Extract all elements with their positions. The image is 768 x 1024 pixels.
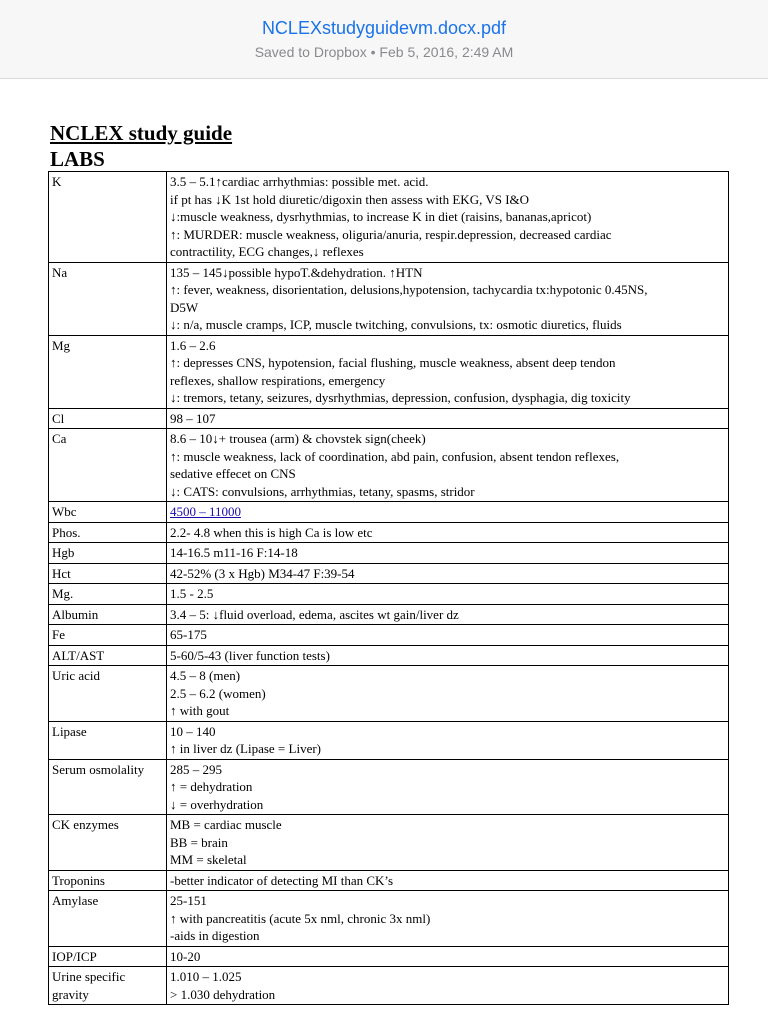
lab-name-cell: IOP/ICP	[49, 946, 167, 967]
table-row	[49, 584, 729, 605]
value-line: 10-20	[170, 948, 201, 964]
value-line: > 1.030 dehydration	[170, 986, 276, 1002]
lab-value-cell	[167, 543, 729, 564]
value-line: ↓: CATS: convulsions, arrhythmias, tetany, spasms, stridor	[170, 483, 475, 499]
value-line: MM = skeletal	[170, 852, 247, 867]
value-line: contractility, ECG changes,↓ reflexes	[170, 244, 364, 259]
lab-name-cell: Mg.	[49, 584, 167, 605]
table-row	[49, 666, 729, 722]
lab-value-cell	[167, 604, 729, 625]
value-line: if pt has ↓K 1st hold diuretic/digoxin then assess with EKG, VS I&O	[170, 191, 530, 207]
lab-value-cell	[167, 563, 729, 584]
lab-value-cell	[167, 172, 729, 263]
lab-value-cell	[167, 666, 729, 722]
value-line: 285 – 295	[170, 761, 222, 777]
value-line: ↓ = overhydration	[170, 796, 264, 812]
lab-name-cell: Hct	[49, 563, 167, 584]
saved-status: Saved to Dropbox • Feb 5, 2016, 2:49 AM	[254, 44, 514, 60]
table-row	[49, 522, 729, 543]
lab-name-cell: Urine specific gravity	[49, 967, 167, 1005]
table-row	[49, 604, 729, 625]
value-line: 65-175	[170, 627, 207, 642]
lab-name-cell: Uric acid	[49, 666, 167, 722]
value-line: 25-151	[170, 893, 207, 908]
section-heading: LABS	[50, 147, 105, 171]
lab-name-cell: Hgb	[49, 543, 167, 564]
table-row	[49, 946, 729, 967]
lab-name-cell: Ca	[49, 429, 167, 502]
value-line: D5W	[170, 299, 199, 315]
table-row	[49, 262, 729, 335]
lab-value-cell	[167, 584, 729, 605]
table-row	[49, 543, 729, 564]
value-line: 3.4 – 5: ↓fluid overload, edema, ascites wt gain/liver dz	[170, 606, 459, 622]
table-row	[49, 408, 729, 429]
table-row	[49, 429, 729, 502]
value-line: ↑: MURDER: muscle weakness, oliguria/anuria, respir.depression, decreased cardiac	[170, 226, 612, 242]
value-line: sedative effecet on CNS	[170, 466, 296, 481]
lab-name-cell: Na	[49, 262, 167, 335]
value-line: MB = cardiac muscle	[170, 817, 282, 832]
value-line: BB = brain	[170, 834, 228, 850]
viewer-header	[0, 0, 768, 79]
lab-name-cell: Serum osmolality	[49, 759, 167, 815]
value-line: ↑: muscle weakness, lack of coordination, abd pain, confusion, absent tendon reflexes,	[170, 448, 620, 464]
lab-value-cell	[167, 815, 729, 871]
value-line: 10 – 140	[170, 723, 216, 739]
lab-value-cell	[167, 870, 729, 891]
lab-value-cell	[167, 625, 729, 646]
table-row	[49, 870, 729, 891]
lab-value-cell	[167, 335, 729, 408]
value-line: ↑ with gout	[170, 703, 230, 718]
value-line: ↓: tremors, tetany, seizures, dysrhythmias, depression, confusion, dysphagia, dig toxicity	[170, 390, 631, 405]
lab-name-cell: Mg	[49, 335, 167, 408]
lab-name-cell: Phos.	[49, 522, 167, 543]
lab-name-cell: Lipase	[49, 721, 167, 759]
value-line: ↑ = dehydration	[170, 779, 253, 794]
table-row	[49, 563, 729, 584]
lab-value-cell	[167, 408, 729, 429]
lab-name-cell: Amylase	[49, 891, 167, 947]
table-row	[49, 721, 729, 759]
lab-name-cell: Fe	[49, 625, 167, 646]
lab-value-cell	[167, 946, 729, 967]
lab-value-cell	[167, 967, 729, 1005]
lab-value-cell	[167, 759, 729, 815]
value-line: 135 – 145↓possible hypoT.&dehydration. ↑HTN	[170, 264, 423, 280]
value-line: ↓:muscle weakness, dysrhythmias, to increase K in diet (raisins, bananas,apricot)	[170, 209, 592, 224]
lab-value-cell	[167, 262, 729, 335]
document-title: NCLEX study guide	[50, 121, 233, 145]
value-line: 3.5 – 5.1↑cardiac arrhythmias: possible met. acid.	[170, 174, 429, 189]
value-line: 1.010 – 1.025	[170, 969, 242, 984]
table-row	[49, 172, 729, 263]
lab-value-cell	[167, 522, 729, 543]
table-row	[49, 645, 729, 666]
lab-name-cell: Albumin	[49, 604, 167, 625]
table-row	[49, 815, 729, 871]
value-link[interactable]: 4500 – 11000	[170, 504, 242, 519]
lab-value-cell	[167, 891, 729, 947]
value-line: ↑: fever, weakness, disorientation, delusions,hypotension, tachycardia tx:hypotonic 0.45NS,	[170, 282, 648, 297]
value-line: 4.5 – 8 (men)	[170, 668, 241, 683]
document-page	[50, 120, 730, 172]
value-line: 42-52% (3 x Hgb) M34-47 F:39-54	[170, 565, 355, 581]
value-line: 98 – 107	[170, 410, 216, 426]
value-line: 14-16.5 m11-16 F:14-18	[170, 545, 298, 560]
lab-name-cell: K	[49, 172, 167, 263]
value-line: -aids in digestion	[170, 928, 260, 943]
lab-name-cell: Troponins	[49, 870, 167, 891]
lab-value-cell	[167, 721, 729, 759]
value-line: 8.6 – 10↓+ trousea (arm) & chovstek sign(cheek)	[170, 431, 426, 446]
lab-name-cell: CK enzymes	[49, 815, 167, 871]
labs-table	[48, 171, 729, 1005]
table-row	[49, 891, 729, 947]
lab-name-cell: Cl	[49, 408, 167, 429]
lab-name-cell: Wbc	[49, 502, 167, 523]
value-line: 1.6 – 2.6	[170, 337, 216, 353]
value-line: ↑: depresses CNS, hypotension, facial flushing, muscle weakness, absent deep tendon	[170, 355, 616, 370]
lab-value-cell	[167, 502, 729, 523]
value-line: ↓: n/a, muscle cramps, ICP, muscle twitching, convulsions, tx: osmotic diuretics, fluids	[170, 317, 622, 332]
table-row	[49, 625, 729, 646]
value-line: 5-60/5-43 (liver function tests)	[170, 647, 330, 663]
value-line: ↑ with pancreatitis (acute 5x nml, chronic 3x nml)	[170, 910, 431, 926]
value-line: ↑ in liver dz (Lipase = Liver)	[170, 741, 321, 756]
file-name-link[interactable]: NCLEXstudyguidevm.docx.pdf	[261, 18, 507, 38]
table-row	[49, 967, 729, 1005]
table-row	[49, 335, 729, 408]
table-row	[49, 502, 729, 523]
lab-name-cell: ALT/AST	[49, 645, 167, 666]
value-line: reflexes, shallow respirations, emergency	[170, 372, 386, 388]
value-line: 2.5 – 6.2 (women)	[170, 685, 266, 701]
value-line: -better indicator of detecting MI than CK’s	[170, 872, 394, 888]
lab-value-cell	[167, 429, 729, 502]
lab-value-cell	[167, 645, 729, 666]
table-row	[49, 759, 729, 815]
value-line: 1.5 - 2.5	[170, 586, 214, 601]
value-line: 2.2- 4.8 when this is high Ca is low etc	[170, 524, 373, 540]
